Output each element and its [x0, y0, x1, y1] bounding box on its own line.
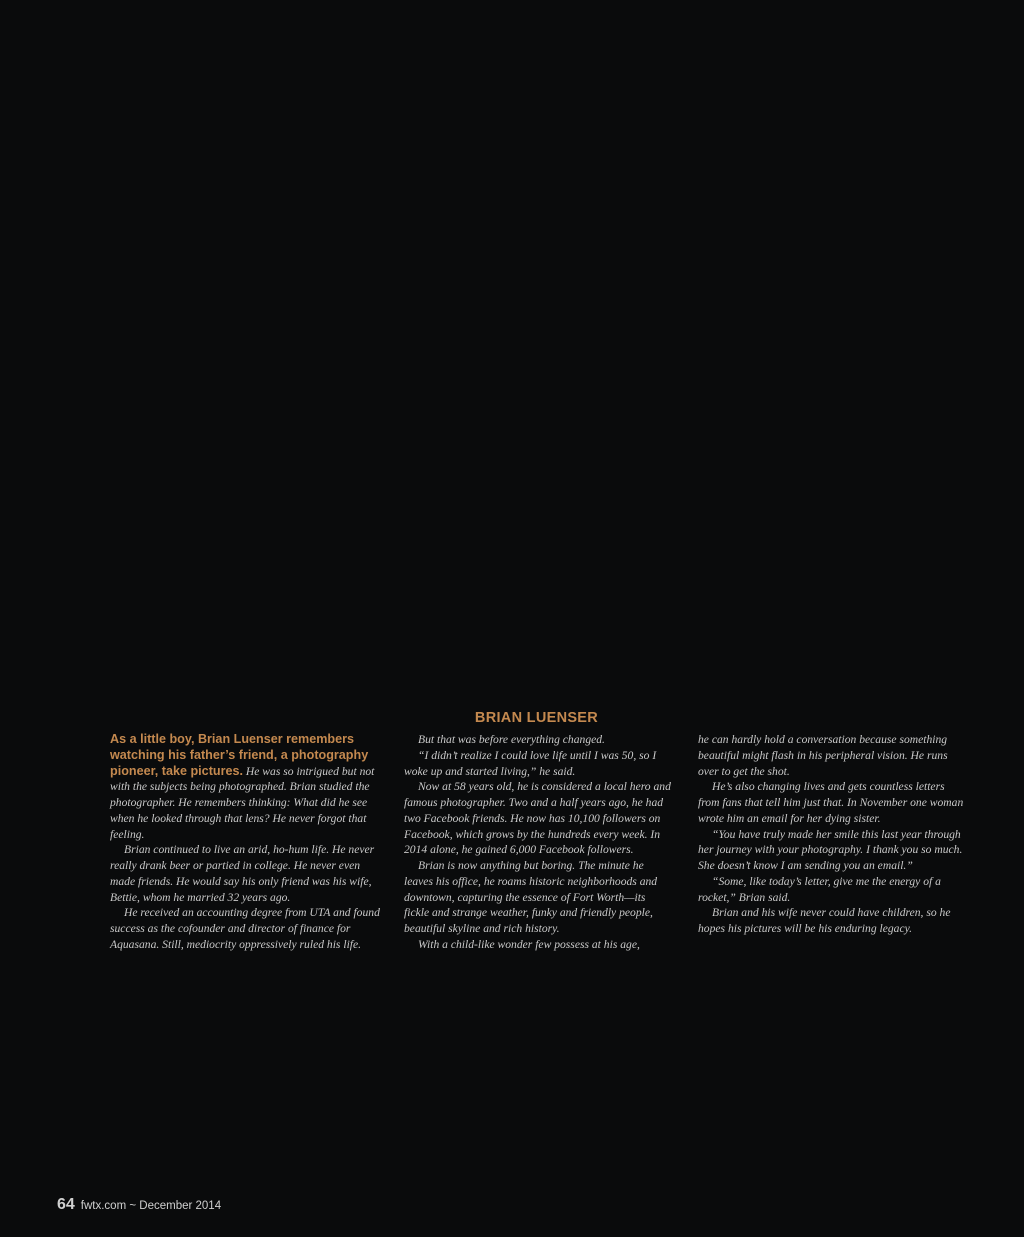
- article-lede: As a little boy, Brian Luenser remembers watching his father’s friend, a photography pioneer, take pictures.: [110, 732, 369, 778]
- article-paragraph: Brian continued to live an arid, ho-hum life. He never really drank beer or partied in college. He never even made friends. He would say his only friend was his wife, Bettie, whom he married 32 years ago.: [110, 843, 375, 904]
- article-paragraph: Now at 58 years old, he is considered a local hero and famous photographer. Two and a half years ago, he had two Facebook friends. He now has 10,100 followers on Facebook, which grows by the hundreds every week. In 2014 alone, he gained 6,000 Facebook followers.: [404, 780, 671, 857]
- lede-tail: He was so intrigued but not with the subjects being photographed. Brian studied the photographer. He remembers thinking: What did he see when he looked through that lens? He never forgot that feeling.: [110, 764, 375, 841]
- article-column-2: [404, 732, 672, 953]
- article-quote: “Some, like today’s letter, give me the energy of a rocket,” Brian said.: [698, 874, 941, 904]
- article-paragraph: But that was before everything changed.: [418, 733, 605, 746]
- article-column-3: [698, 732, 966, 937]
- article-paragraph: He’s also changing lives and gets countless letters from fans that tell him just that. In November one woman wrote him an email for her dying sister.: [698, 780, 964, 825]
- article-paragraph: he can hardly hold a conversation because something beautiful might flash in his peripheral vision. He runs over to get the shot.: [698, 733, 948, 778]
- article-paragraph: Brian and his wife never could have children, so he hopes his pictures will be his enduring legacy.: [698, 906, 951, 935]
- article-paragraph: He received an accounting degree from UTA and found success as the cofounder and director of finance for Aquasana. Still, mediocrity oppressively ruled his life.: [110, 906, 380, 951]
- article-paragraph: With a child-like wonder few possess at his age,: [418, 937, 640, 951]
- page-footer: [57, 1196, 221, 1214]
- article-paragraph: Brian is now anything but boring. The minute he leaves his office, he roams historic neighborhoods and downtown, capturing the essence of Fort Worth—its fickle and strange weather, funky and friendly people, beautiful skyline and rich history.: [404, 859, 658, 935]
- article-quote: “You have truly made her smile this last year through her journey with your photography. I thank you so much. She doesn’t know I am sending you an email.”: [698, 827, 963, 872]
- photographer-byline: BRIAN LUENSER: [474, 710, 599, 726]
- footer-site-date: fwtx.com ~ December 2014: [80, 1200, 222, 1212]
- article-column-1: [110, 732, 380, 953]
- page-number: 64: [57, 1196, 75, 1213]
- article-lede-paragraph: [110, 732, 380, 842]
- article-quote: “I didn’t realize I could love life until I was 50, so I woke up and started living,” he said.: [404, 748, 657, 778]
